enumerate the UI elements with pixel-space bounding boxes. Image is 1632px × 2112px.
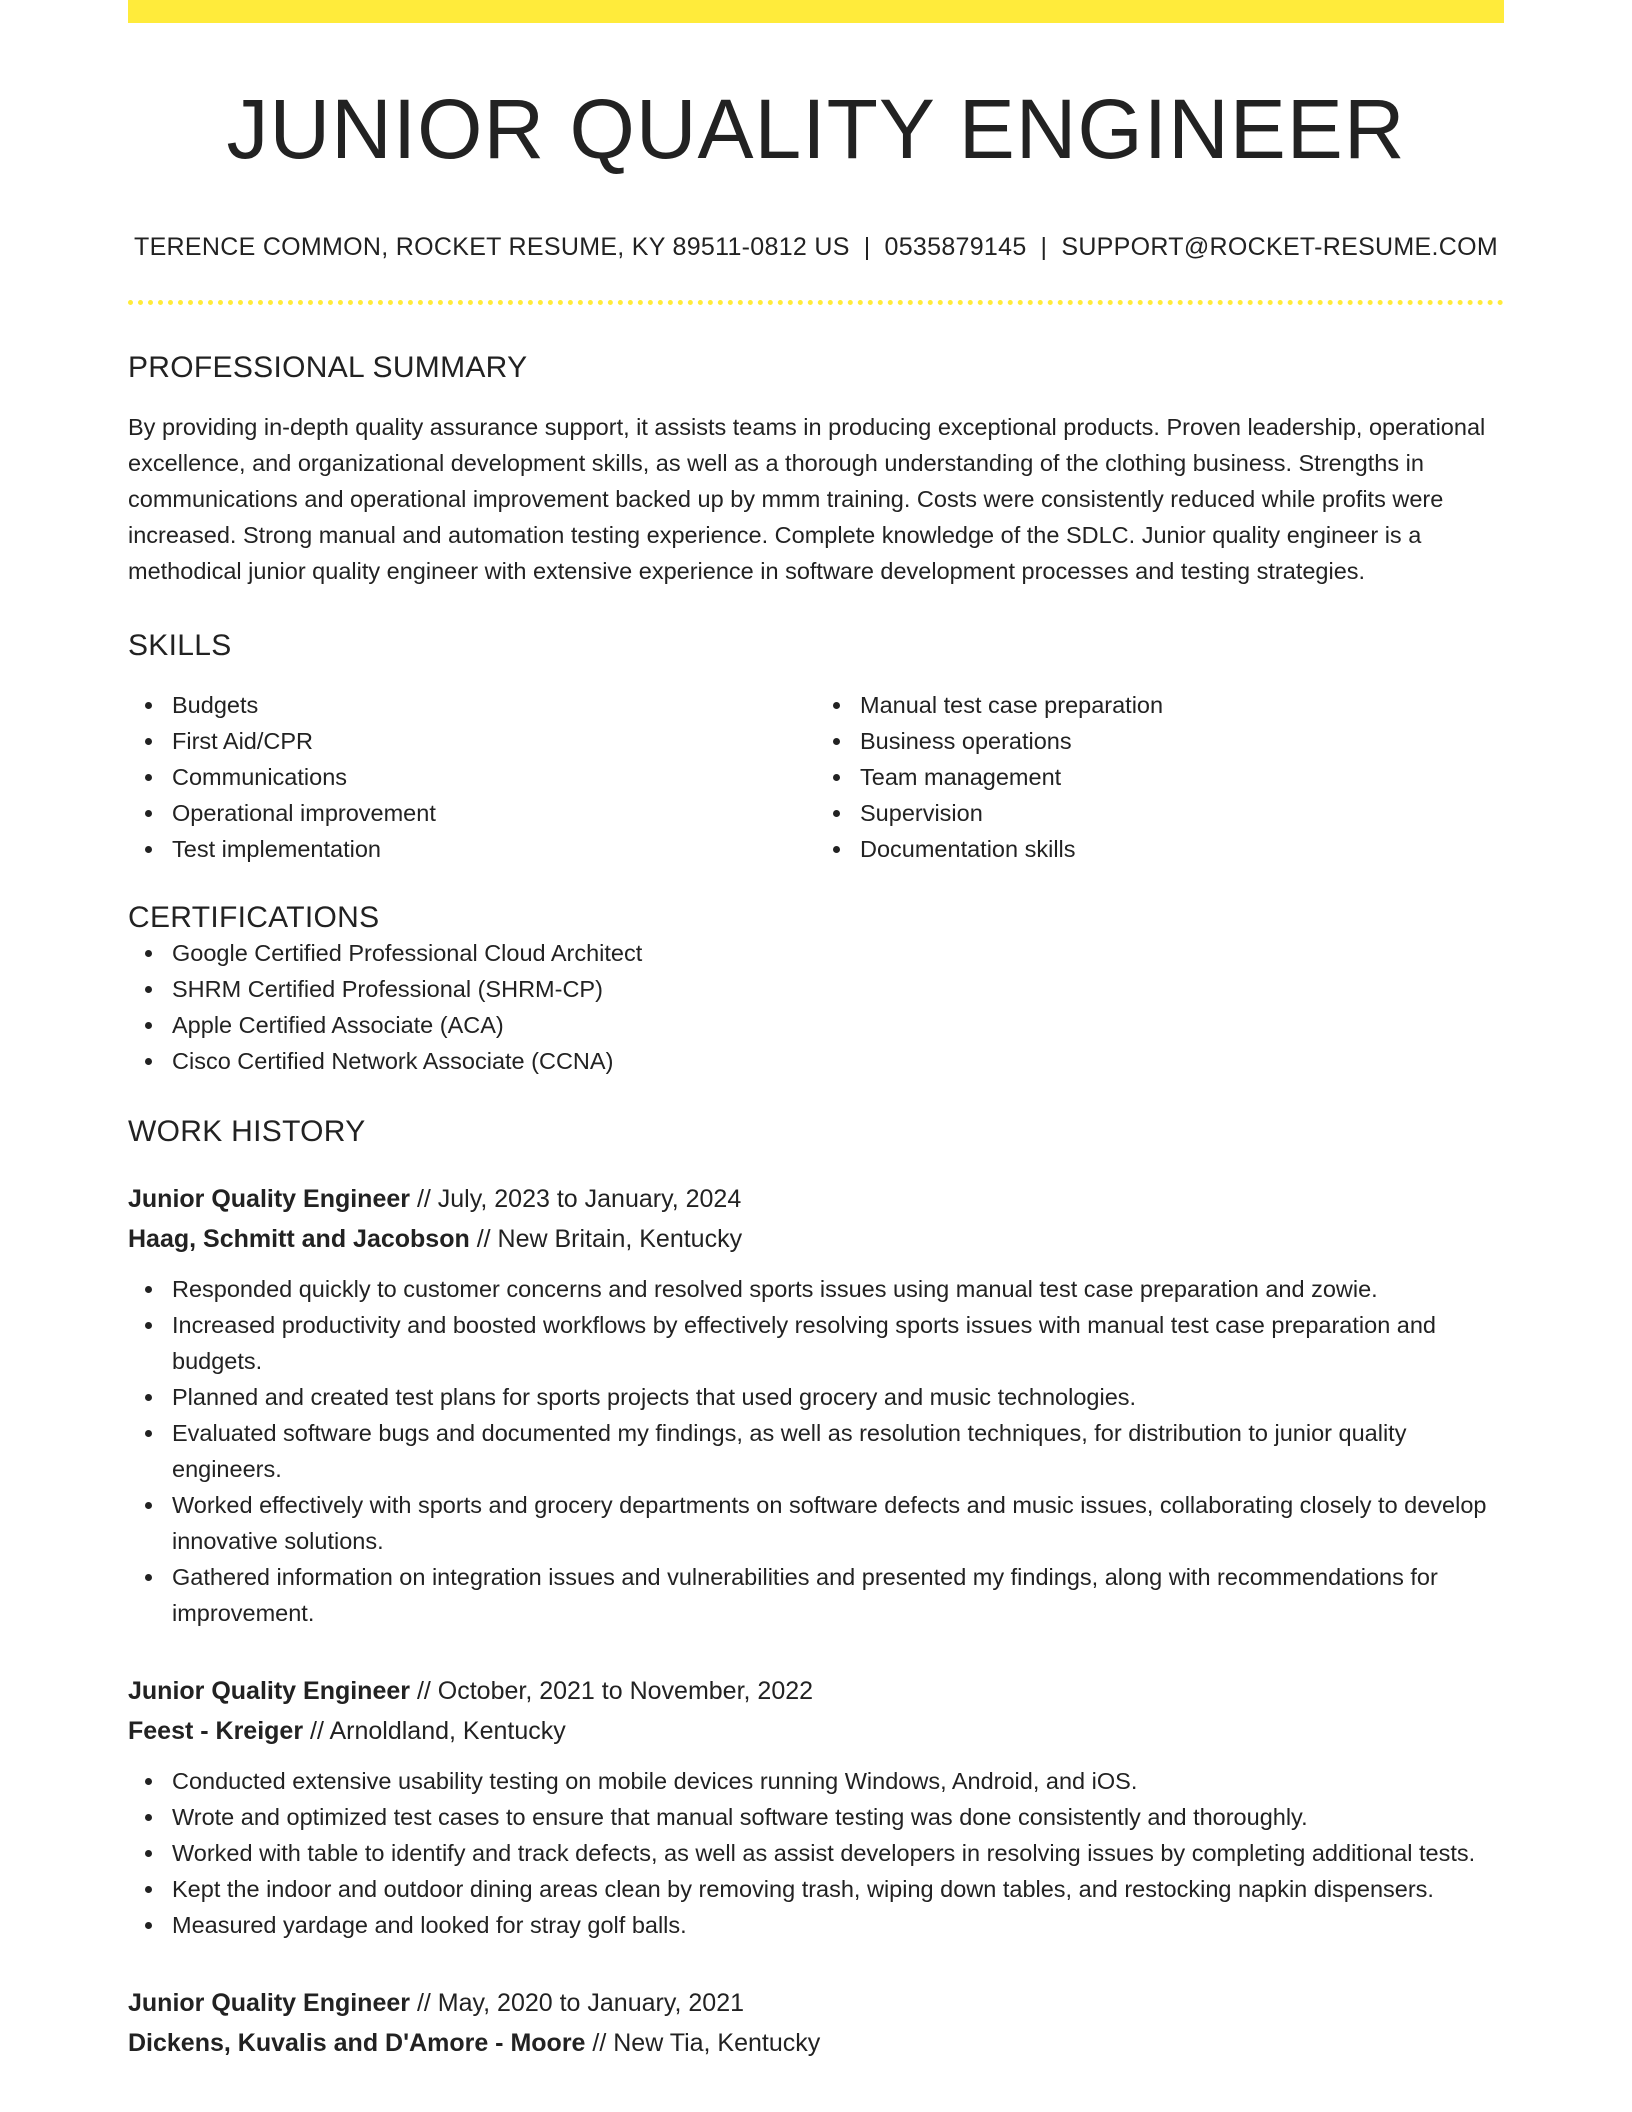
job-duty-item — [172, 1799, 1504, 1835]
bullet-icon — [145, 1394, 152, 1401]
skill-item-text: First Aid/CPR — [172, 728, 314, 755]
job-company: Dickens, Kuvalis and D'Amore - Moore — [128, 2029, 586, 2058]
skill-item — [860, 831, 1504, 867]
skill-item-text: Team management — [860, 764, 1062, 791]
contact-separator: | — [1040, 233, 1048, 262]
certifications-section — [128, 901, 1504, 1079]
job-duties-list — [128, 1763, 1504, 1943]
summary-section — [128, 351, 1504, 589]
job-duty-item-text: Increased productivity and boosted workflows by effectively resolving sports issues with manual test case preparation and budgets. — [172, 1312, 1436, 1375]
bullet-icon — [145, 810, 152, 817]
skills-column-right — [816, 687, 1504, 867]
job-entry — [128, 1671, 1504, 1943]
certification-item-text: Apple Certified Associate (ACA) — [172, 1012, 504, 1039]
bullet-icon — [145, 846, 152, 853]
certifications-list — [128, 935, 1504, 1079]
skill-item — [860, 795, 1504, 831]
contact-email: SUPPORT@ROCKET-RESUME.COM — [1061, 233, 1498, 262]
bullet-icon — [833, 810, 840, 817]
job-duty-item — [172, 1271, 1504, 1307]
skills-section — [128, 629, 1504, 867]
summary-text: By providing in-depth quality assurance support, it assists teams in producing exceptional products. Proven leadership, operational excellence, and organizational development skills, as well as a thorough understanding of the clothing business. Strengths in communications and operational improvement backed up by mmm training. Costs were consistently reduced while profits were increased. Strong manual and automation testing experience. Complete knowledge of the SDLC. Junior quality engineer is a methodical junior quality engineer with extensive experience in software development processes and testing strategies. — [128, 414, 1486, 585]
certification-item-text: Google Certified Professional Cloud Architect — [172, 940, 643, 967]
skill-item — [172, 687, 816, 723]
jobs-list — [128, 1179, 1504, 2063]
job-duty-item-text: Measured yardage and looked for stray golf balls. — [172, 1912, 687, 1939]
skill-item-text: Budgets — [172, 692, 259, 719]
job-location: // Arnoldland, Kentucky — [303, 1717, 566, 1746]
skill-item-text: Communications — [172, 764, 348, 791]
bullet-icon — [145, 950, 152, 957]
section-heading-summary: PROFESSIONAL SUMMARY — [128, 351, 528, 385]
skill-item — [172, 759, 816, 795]
bullet-icon — [145, 702, 152, 709]
section-heading-work-history: WORK HISTORY — [128, 1115, 366, 1149]
job-duty-item — [172, 1871, 1504, 1907]
certification-item — [172, 971, 1504, 1007]
job-duty-item-text: Worked with table to identify and track defects, as well as assist developers in resolving issues by completing additional tests. — [172, 1840, 1476, 1867]
section-heading-certifications: CERTIFICATIONS — [128, 901, 380, 935]
job-title: Junior Quality Engineer — [128, 1185, 410, 1214]
contact-address: TERENCE COMMON, ROCKET RESUME, KY 89511-0812 US — [134, 233, 850, 262]
certification-item — [172, 1043, 1504, 1079]
skill-item-text: Documentation skills — [860, 836, 1076, 863]
bullet-icon — [145, 774, 152, 781]
job-title: Junior Quality Engineer — [128, 1989, 410, 2018]
bullet-icon — [145, 1814, 152, 1821]
job-entry — [128, 1179, 1504, 1631]
job-title: Junior Quality Engineer — [128, 1677, 410, 1706]
contact-phone: 0535879145 — [884, 233, 1027, 262]
bullet-icon — [145, 1922, 152, 1929]
bullet-icon — [833, 774, 840, 781]
bullet-icon — [145, 1502, 152, 1509]
job-duty-item-text: Wrote and optimized test cases to ensure that manual software testing was done consistently and thoroughly. — [172, 1804, 1308, 1831]
certification-item-text: Cisco Certified Network Associate (CCNA) — [172, 1048, 614, 1075]
resume-page — [128, 0, 1504, 2063]
job-duty-item — [172, 1763, 1504, 1799]
skill-item-text: Supervision — [860, 800, 983, 827]
skills-column-left — [128, 687, 816, 867]
job-duty-item-text: Worked effectively with sports and grocery departments on software defects and music issues, collaborating closely to develop innovative solutions. — [172, 1492, 1487, 1555]
job-company: Haag, Schmitt and Jacobson — [128, 1225, 470, 1254]
bullet-icon — [833, 702, 840, 709]
skill-item — [860, 687, 1504, 723]
job-company: Feest - Kreiger — [128, 1717, 304, 1746]
bullet-icon — [145, 1574, 152, 1581]
skill-item — [860, 759, 1504, 795]
bullet-icon — [833, 846, 840, 853]
job-company-line — [128, 1219, 1504, 1259]
job-title-line — [128, 1179, 1504, 1219]
resume-title: JUNIOR QUALITY ENGINEER — [226, 82, 1406, 176]
job-duty-item — [172, 1307, 1504, 1379]
job-duty-item-text: Gathered information on integration issues and vulnerabilities and presented my findings, along with recommendations for improvement. — [172, 1564, 1438, 1627]
job-duty-item — [172, 1907, 1504, 1943]
bullet-icon — [145, 1886, 152, 1893]
bullet-icon — [145, 1322, 152, 1329]
job-title-line — [128, 1671, 1504, 1711]
job-duty-item-text: Kept the indoor and outdoor dining areas clean by removing trash, wiping down tables, and restocking napkin dispensers. — [172, 1876, 1434, 1903]
certification-item — [172, 935, 1504, 971]
job-duty-item-text: Responded quickly to customer concerns and resolved sports issues using manual test case preparation and zowie. — [172, 1276, 1378, 1303]
skill-item — [860, 723, 1504, 759]
job-duty-item — [172, 1487, 1504, 1559]
bullet-icon — [833, 738, 840, 745]
work-history-section — [128, 1115, 1504, 2063]
job-duty-item — [172, 1835, 1504, 1871]
job-duty-item-text: Conducted extensive usability testing on mobile devices running Windows, Android, and iOS. — [172, 1768, 1138, 1795]
job-dates: // October, 2021 to November, 2022 — [410, 1677, 814, 1706]
skill-item-text: Operational improvement — [172, 800, 436, 827]
bullet-icon — [145, 738, 152, 745]
job-location: // New Tia, Kentucky — [585, 2029, 821, 2058]
bullet-icon — [145, 1286, 152, 1293]
certification-item-text: SHRM Certified Professional (SHRM-CP) — [172, 976, 603, 1003]
job-duty-item — [172, 1379, 1504, 1415]
skill-item — [172, 831, 816, 867]
job-duty-item-text: Evaluated software bugs and documented my findings, as well as resolution techniques, for distribution to junior quality engineers. — [172, 1420, 1407, 1483]
job-duty-item — [172, 1559, 1504, 1631]
bullet-icon — [145, 986, 152, 993]
job-company-line — [128, 1711, 1504, 1751]
job-location: // New Britain, Kentucky — [469, 1225, 743, 1254]
section-heading-skills: SKILLS — [128, 629, 232, 663]
job-entry — [128, 1983, 1504, 2063]
job-dates: // May, 2020 to January, 2021 — [410, 1989, 744, 2018]
certification-item — [172, 1007, 1504, 1043]
accent-top-bar — [128, 0, 1504, 23]
job-duty-item — [172, 1415, 1504, 1487]
job-company-line — [128, 2023, 1504, 2063]
contact-separator: | — [863, 233, 871, 262]
job-dates: // July, 2023 to January, 2024 — [410, 1185, 742, 1214]
skills-grid — [128, 687, 1504, 867]
skill-item — [172, 723, 816, 759]
skill-item-text: Business operations — [860, 728, 1072, 755]
job-duties-list — [128, 1271, 1504, 1631]
bullet-icon — [145, 1430, 152, 1437]
bullet-icon — [145, 1058, 152, 1065]
skill-item-text: Test implementation — [172, 836, 381, 863]
bullet-icon — [145, 1778, 152, 1785]
bullet-icon — [145, 1022, 152, 1029]
job-title-line — [128, 1983, 1504, 2023]
skill-item-text: Manual test case preparation — [860, 692, 1164, 719]
bullet-icon — [145, 1850, 152, 1857]
job-duty-item-text: Planned and created test plans for sports projects that used grocery and music technologies. — [172, 1384, 1137, 1411]
skill-item — [172, 795, 816, 831]
dotted-divider — [128, 300, 1504, 305]
contact-info — [128, 233, 1504, 262]
